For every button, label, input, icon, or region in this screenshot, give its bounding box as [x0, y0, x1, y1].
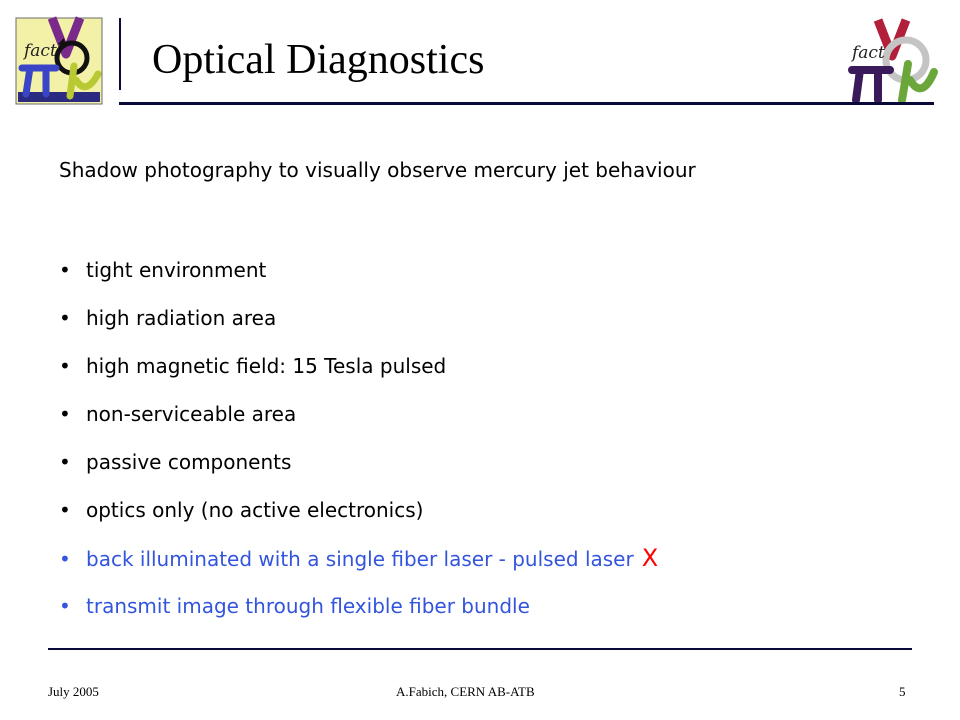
title-underline [119, 102, 934, 105]
bullet-item [59, 352, 658, 400]
title-divider-vertical [119, 18, 121, 90]
page-title: Optical Diagnostics [152, 37, 485, 83]
bullet-text: high radiation area [86, 306, 277, 330]
bullet-dot: • [59, 498, 71, 522]
bullet-text: high magnetic field: 15 Tesla pulsed [86, 354, 447, 378]
bullet-item-highlighted [59, 544, 658, 592]
nufact-logo-left-icon [14, 14, 106, 106]
svg-text:fact: fact [24, 41, 57, 61]
bullet-text: optics only (no active electronics) [86, 498, 424, 522]
bullet-text: back illuminated with a single fiber laser - pulsed laser [86, 547, 634, 571]
nufact-logo-right-icon [846, 16, 942, 106]
bullet-item [59, 256, 658, 304]
bullet-dot: • [59, 594, 71, 618]
footer-author: A.Fabich, CERN AB-ATB [396, 684, 535, 699]
bullet-text: non-serviceable area [86, 402, 297, 426]
bullet-item [59, 304, 658, 352]
bullet-list [59, 256, 658, 640]
bullet-text: passive components [86, 450, 292, 474]
footer-date: July 2005 [48, 684, 99, 699]
bullet-dot: • [59, 306, 71, 330]
bullet-dot: • [59, 450, 71, 474]
svg-text:fact: fact [852, 43, 885, 63]
bullet-dot: • [59, 258, 71, 282]
bullet-dot: • [59, 402, 71, 426]
bullet-item [59, 496, 658, 544]
bullet-item [59, 400, 658, 448]
bullet-text: tight environment [86, 258, 267, 282]
bullet-item-highlighted [59, 592, 658, 640]
bullet-item [59, 448, 658, 496]
page-number: 5 [899, 684, 906, 699]
rejected-mark-icon: X [641, 544, 659, 572]
bullet-dot: • [59, 354, 71, 378]
bullet-text: transmit image through flexible fiber bundle [86, 594, 530, 618]
footer-rule [48, 648, 912, 650]
bullet-dot: • [59, 547, 71, 571]
intro-text: Shadow photography to visually observe mercury jet behaviour [59, 158, 696, 182]
